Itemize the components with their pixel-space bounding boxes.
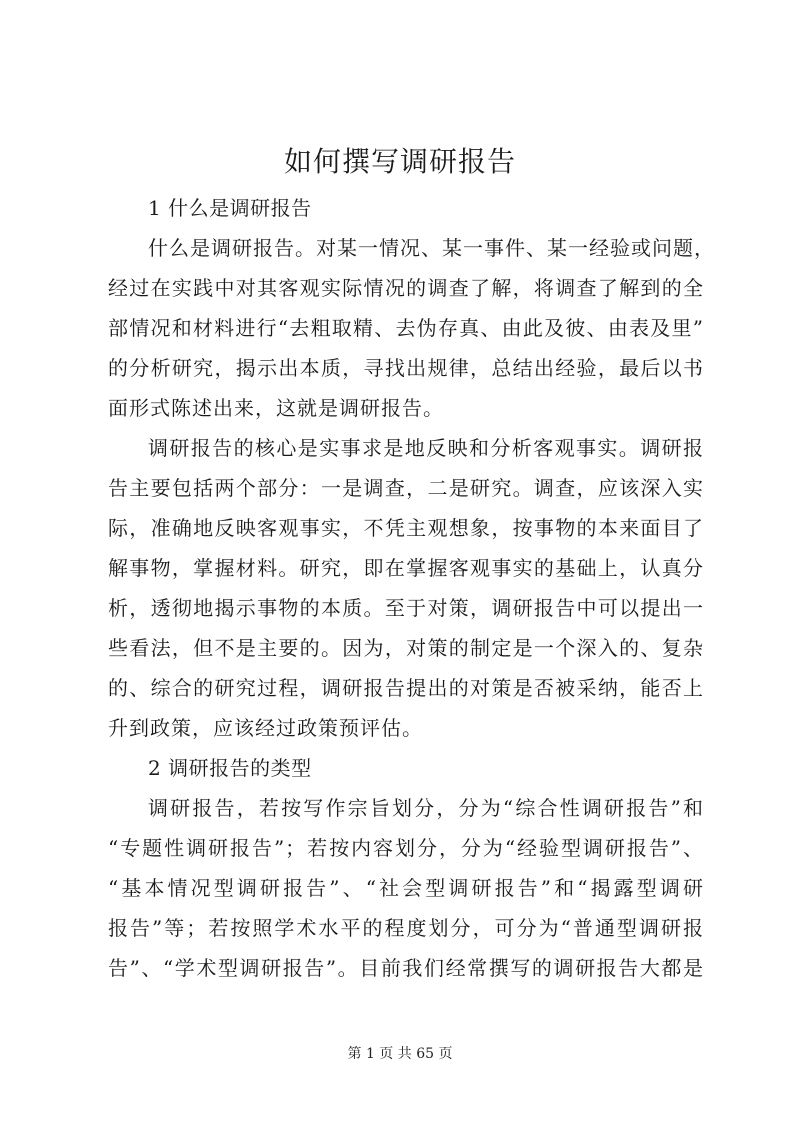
text-line: “基本情况型调研报告”、“社会型调研报告”和“揭露型调研 — [108, 876, 704, 900]
text-line: 调研报告的核心是实事求是地反映和分析客观事实。调研报 — [148, 436, 704, 460]
text-line: 的、综合的研究过程，调研报告提出的对策是否被采纳，能否上 — [108, 676, 704, 700]
text-line: 调研报告，若按写作宗旨划分，分为“综合性调研报告”和 — [148, 796, 704, 820]
paragraph — [108, 788, 704, 988]
text-line: 部情况和材料进行“去粗取精、去伪存真、由此及彼、由表及里” — [108, 316, 704, 340]
document-body — [108, 188, 715, 988]
text-line: 际，准确地反映客观事实，不凭主观想象，按事物的本来面目了 — [108, 516, 704, 540]
section-heading: 2 调研报告的类型 — [148, 756, 312, 780]
text-line: 报告”等；若按照学术水平的程度划分，可分为“普通型调研报 — [108, 916, 704, 940]
text-line: 的分析研究，揭示出本质，寻找出规律，总结出经验，最后以书 — [108, 356, 704, 380]
text-line: 什么是调研报告。对某一情况、某一事件、某一经验或问题， — [148, 236, 715, 260]
text-line: 告”、“学术型调研报告”。目前我们经常撰写的调研报告大都是 — [108, 956, 704, 980]
text-line: 升到政策，应该经过政策预评估。 — [108, 716, 423, 740]
text-line: 析，透彻地揭示事物的本质。至于对策，调研报告中可以提出一 — [108, 596, 704, 620]
document-title: 如何撰写调研报告 — [283, 145, 516, 178]
paragraph — [108, 428, 704, 748]
text-line: 些看法，但不是主要的。因为，对策的制定是一个深入的、复杂 — [108, 636, 704, 660]
paragraph — [108, 228, 715, 428]
text-line: 告主要包括两个部分：一是调查，二是研究。调查，应该深入实 — [108, 476, 704, 500]
text-line: 解事物，掌握材料。研究，即在掌握客观事实的基础上，认真分 — [108, 556, 704, 580]
text-line: 面形式陈述出来，这就是调研报告。 — [108, 396, 444, 420]
section-heading: 1 什么是调研报告 — [148, 196, 312, 220]
text-line: “专题性调研报告”；若按内容划分，分为“经验型调研报告”、 — [108, 836, 704, 860]
text-line: 经过在实践中对其客观实际情况的调查了解，将调查了解到的全 — [108, 276, 704, 300]
page-footer: 第 1 页 共 65 页 — [347, 1046, 453, 1062]
